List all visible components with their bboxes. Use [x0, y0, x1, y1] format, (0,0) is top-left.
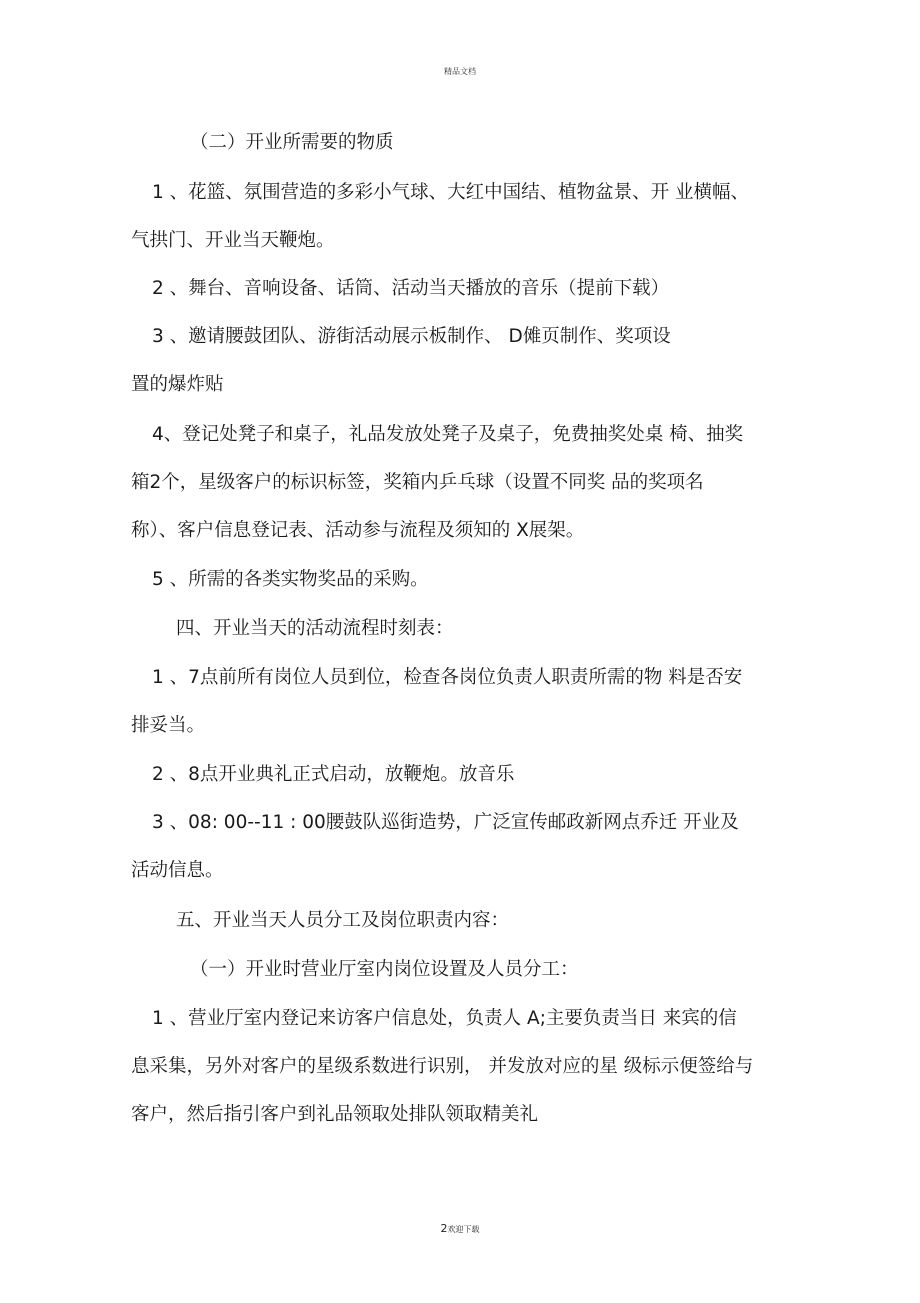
page-footer	[0, 1222, 920, 1235]
paragraph-line: 2 、8点开业典礼正式启动，放鞭炮。放音乐	[152, 764, 515, 785]
paragraph-line: 活动信息。	[131, 860, 224, 881]
footer-watermark: 欢迎下载	[447, 1225, 480, 1234]
paragraph-line: 息采集，另外对客户的星级系数进行识别， 并发放对应的星 级标示便签给与	[131, 1056, 754, 1077]
page-number: 2	[440, 1222, 448, 1235]
paragraph-line: 客户，然后指引客户到礼品领取处排队领取精美礼	[131, 1104, 539, 1125]
paragraph-line: 4、登记处凳子和桌子，礼品发放处凳子及桌子，免费抽奖处桌 椅、抽奖	[152, 424, 744, 445]
paragraph-line: 箱2个，星级客户的标识标签，奖箱内乒乓球（设置不同奖 品的奖项名	[131, 472, 704, 493]
section-heading-schedule: 四、开业当天的活动流程时刻表：	[176, 618, 454, 639]
paragraph-line: 排妥当。	[131, 715, 206, 736]
section-heading-staffing: 五、开业当天人员分工及岗位职责内容：	[176, 910, 510, 931]
paragraph-line: 1 、花篮、氛围营造的多彩小气球、大红中国结、植物盆景、开 业横幅、	[152, 182, 750, 203]
paragraph-line: 气拱门、开业当天鞭炮。	[131, 230, 335, 251]
subsection-heading-indoor: （一）开业时营业厅室内岗位设置及人员分工：	[190, 959, 579, 980]
paragraph-line: 5 、所需的各类实物奖品的采购。	[152, 569, 429, 590]
paragraph-line: 置的爆炸贴	[131, 374, 224, 395]
section-heading-materials: （二）开业所需要的物质	[190, 132, 394, 153]
paragraph-line: 3 、邀请腰鼓团队、游街活动展示板制作、 D傩页制作、奖项设	[152, 326, 671, 347]
paragraph-line: 1 、7点前所有岗位人员到位，检查各岗位负责人职责所需的物 料是否安	[152, 667, 743, 688]
paragraph-line: 2 、舞台、音响设备、话筒、活动当天播放的音乐（提前下载）	[152, 278, 670, 299]
paragraph-line: 称）、客户信息登记表、活动参与流程及须知的 X展架。	[131, 520, 585, 541]
header-watermark: 精品文档	[444, 67, 476, 76]
paragraph-line: 1 、营业厅室内登记来访客户信息处，负责人 A;主要负责当日 来宾的信	[152, 1008, 737, 1029]
paragraph-line: 3 、08: 00--11 : 00腰鼓队巡街造势，广泛宣传邮政新网点乔迁 开业及	[152, 812, 739, 833]
